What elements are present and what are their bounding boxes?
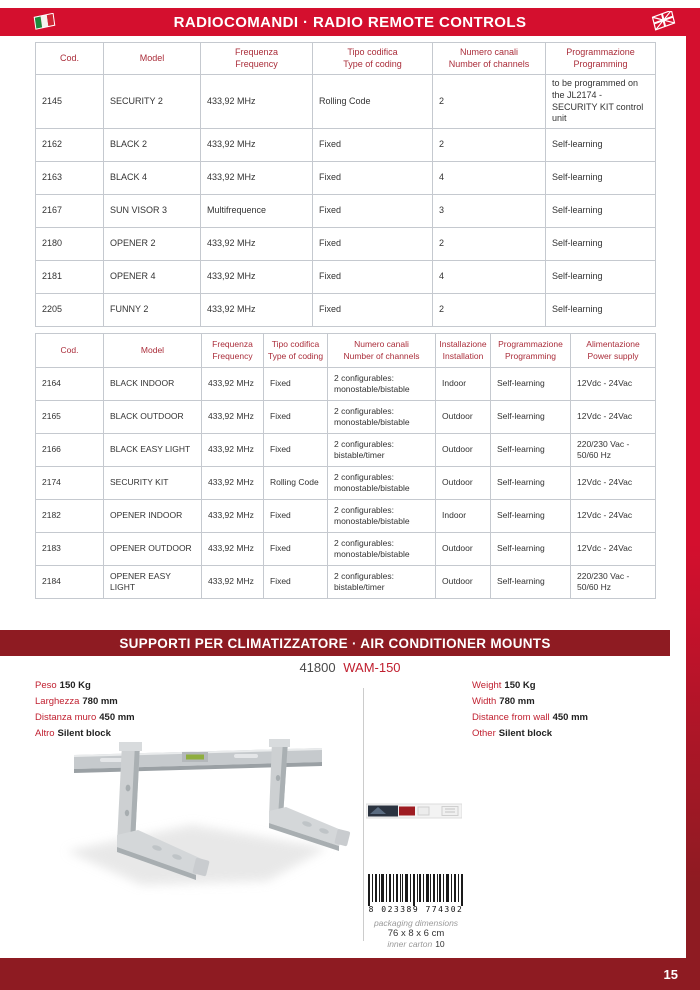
table-cell: 2 configurables: bistable/timer xyxy=(328,434,436,467)
table-cell: OPENER OUTDOOR xyxy=(104,533,202,566)
table-cell: 12Vdc - 24Vac xyxy=(571,368,656,401)
table-cell: 4 xyxy=(433,261,546,294)
table-cell: 2 configurables: monostable/bistable xyxy=(328,500,436,533)
table-cell: Fixed xyxy=(264,533,328,566)
table-row xyxy=(36,368,656,401)
table-cell: Fixed xyxy=(264,566,328,599)
table-cell: 2167 xyxy=(36,195,104,228)
radio-remote-controls-table-2 xyxy=(35,333,656,599)
table-cell: 2182 xyxy=(36,500,104,533)
table-cell: SECURITY 2 xyxy=(104,75,201,129)
table-row xyxy=(36,533,656,566)
table-cell: OPENER 4 xyxy=(104,261,201,294)
table-cell: 433,92 MHz xyxy=(202,401,264,434)
table-cell: 2 configurables: monostable/bistable xyxy=(328,401,436,434)
table-cell: Rolling Code xyxy=(264,467,328,500)
right-edge-strip xyxy=(686,36,700,958)
table-cell: 2 xyxy=(433,228,546,261)
table-cell: Self-learning xyxy=(491,434,571,467)
table-row xyxy=(36,75,656,129)
table-cell: 2180 xyxy=(36,228,104,261)
table-row xyxy=(36,261,656,294)
table-cell: 2 configurables: monostable/bistable xyxy=(328,467,436,500)
section-header-air-conditioner-mounts xyxy=(0,630,670,656)
table-cell: 433,92 MHz xyxy=(201,162,313,195)
table-cell: Fixed xyxy=(264,368,328,401)
spec-peso: Peso 150 Kg xyxy=(35,680,91,691)
column-header: Cod. xyxy=(36,334,104,368)
spec-weight: Weight 150 Kg xyxy=(472,680,536,691)
table-cell: 433,92 MHz xyxy=(202,434,264,467)
table-header-row xyxy=(36,334,656,368)
table-cell: 433,92 MHz xyxy=(202,500,264,533)
barcode-digits: 8 023389 774302 xyxy=(368,905,464,914)
table-row xyxy=(36,401,656,434)
table-cell: 2183 xyxy=(36,533,104,566)
table-row xyxy=(36,500,656,533)
barcode-block xyxy=(360,874,472,949)
table-cell: Self-learning xyxy=(546,162,656,195)
table-cell: Rolling Code xyxy=(313,75,433,129)
table-cell: Self-learning xyxy=(491,533,571,566)
spec-width: Width 780 mm xyxy=(472,696,535,707)
product-code: 41800 xyxy=(299,660,336,675)
table-cell: Indoor xyxy=(436,500,491,533)
table-cell: BLACK EASY LIGHT xyxy=(104,434,202,467)
table-cell: 2205 xyxy=(36,294,104,327)
table-cell: 433,92 MHz xyxy=(202,566,264,599)
table-cell: 220/230 Vac - 50/60 Hz xyxy=(571,434,656,467)
table-cell: Fixed xyxy=(313,162,433,195)
table-cell: FUNNY 2 xyxy=(104,294,201,327)
column-header: Numero canali Number of channels xyxy=(328,334,436,368)
table-cell: 12Vdc - 24Vac xyxy=(571,467,656,500)
barcode-image xyxy=(360,874,472,906)
table-cell: Fixed xyxy=(313,195,433,228)
table-cell: 433,92 MHz xyxy=(202,467,264,500)
column-header: Programmazione Programming xyxy=(546,43,656,75)
table-cell: 2 configurables: monostable/bistable xyxy=(328,533,436,566)
table-cell: Self-learning xyxy=(491,467,571,500)
table-cell: 2 xyxy=(433,75,546,129)
column-header: Alimentazione Power supply xyxy=(571,334,656,368)
table-cell: BLACK 2 xyxy=(104,129,201,162)
table-cell: OPENER INDOOR xyxy=(104,500,202,533)
table-cell: 433,92 MHz xyxy=(202,368,264,401)
table-cell: 2162 xyxy=(36,129,104,162)
spec-other: Other Silent block xyxy=(472,728,553,739)
table-cell: OPENER 2 xyxy=(104,228,201,261)
table-cell: OPENER EASY LIGHT xyxy=(104,566,202,599)
table-cell: Fixed xyxy=(313,129,433,162)
table-cell: Self-learning xyxy=(546,261,656,294)
column-header: Model xyxy=(104,43,201,75)
product-name: WAM-150 xyxy=(343,660,401,675)
column-header: Installazione Installation xyxy=(436,334,491,368)
table-cell: Fixed xyxy=(264,500,328,533)
table-cell: Multifrequence xyxy=(201,195,313,228)
table-cell: Fixed xyxy=(264,401,328,434)
table-cell: Self-learning xyxy=(491,401,571,434)
table-cell: Outdoor xyxy=(436,401,491,434)
table-cell: 220/230 Vac - 50/60 Hz xyxy=(571,566,656,599)
table-cell: Self-learning xyxy=(546,129,656,162)
column-header: Programmazione Programming xyxy=(491,334,571,368)
table-row xyxy=(36,467,656,500)
table-cell: 2 xyxy=(433,129,546,162)
table-cell: Self-learning xyxy=(546,294,656,327)
table-row xyxy=(36,162,656,195)
page-title: RADIOCOMANDI · RADIO REMOTE CONTROLS xyxy=(173,13,527,31)
inner-carton-label: inner carton xyxy=(387,939,433,949)
table-cell: 433,92 MHz xyxy=(201,228,313,261)
packaging-box-photo xyxy=(366,802,462,820)
table-cell: 433,92 MHz xyxy=(201,294,313,327)
section-header-radio-remote-controls xyxy=(0,8,700,36)
table-row xyxy=(36,129,656,162)
table-cell: Outdoor xyxy=(436,533,491,566)
table-cell: 2 xyxy=(433,294,546,327)
column-header: Frequenza Frequency xyxy=(201,43,313,75)
column-header: Frequenza Frequency xyxy=(202,334,264,368)
table-cell: BLACK OUTDOOR xyxy=(104,401,202,434)
table-cell: 3 xyxy=(433,195,546,228)
table-cell: 2145 xyxy=(36,75,104,129)
table-row xyxy=(36,228,656,261)
spec-distance-from-wall: Distance from wall 450 mm xyxy=(472,712,588,723)
spec-list-english xyxy=(472,678,588,742)
table-cell: 4 xyxy=(433,162,546,195)
column-header: Tipo codifica Type of coding xyxy=(264,334,328,368)
table-cell: 12Vdc - 24Vac xyxy=(571,401,656,434)
table-cell: 433,92 MHz xyxy=(201,261,313,294)
radio-remote-controls-table-1 xyxy=(35,42,656,327)
table-cell: 12Vdc - 24Vac xyxy=(571,533,656,566)
table-cell: SUN VISOR 3 xyxy=(104,195,201,228)
page-footer xyxy=(0,958,700,990)
table-cell: 433,92 MHz xyxy=(201,129,313,162)
section-title: SUPPORTI PER CLIMATIZZATORE · AIR CONDITIONER MOUNTS xyxy=(119,635,551,651)
table-cell: 2 configurables: monostable/bistable xyxy=(328,368,436,401)
table-cell: 12Vdc - 24Vac xyxy=(571,500,656,533)
table-row xyxy=(36,566,656,599)
table-cell: 2163 xyxy=(36,162,104,195)
table-cell: 433,92 MHz xyxy=(202,533,264,566)
table-cell: to be programmed on the JL2174 - SECURITY KIT control unit xyxy=(546,75,656,129)
table-cell: Fixed xyxy=(264,434,328,467)
table-cell: Outdoor xyxy=(436,467,491,500)
inner-carton-value: 10 xyxy=(435,939,445,949)
spec-distanza-muro: Distanza muro 450 mm xyxy=(35,712,135,723)
table-cell: 2184 xyxy=(36,566,104,599)
table-row xyxy=(36,434,656,467)
table-row xyxy=(36,294,656,327)
table-cell: 2165 xyxy=(36,401,104,434)
page-number: 15 xyxy=(663,966,678,982)
table-cell: 433,92 MHz xyxy=(201,75,313,129)
table-cell: 2166 xyxy=(36,434,104,467)
table-cell: Self-learning xyxy=(491,566,571,599)
table-header-row xyxy=(36,43,656,75)
table-cell: 2181 xyxy=(36,261,104,294)
table-cell: Outdoor xyxy=(436,434,491,467)
table-cell: Indoor xyxy=(436,368,491,401)
table-cell: Self-learning xyxy=(546,228,656,261)
spec-altro: Altro Silent block xyxy=(35,728,111,739)
packaging-dimensions-value: 76 x 8 x 6 cm xyxy=(387,928,445,939)
table-cell: 2174 xyxy=(36,467,104,500)
table-cell: BLACK 4 xyxy=(104,162,201,195)
table-cell: Fixed xyxy=(313,228,433,261)
table-cell: 2 configurables: bistable/timer xyxy=(328,566,436,599)
table-cell: Self-learning xyxy=(491,500,571,533)
inner-carton-line xyxy=(360,939,472,949)
uk-flag-icon xyxy=(650,11,678,33)
column-header: Cod. xyxy=(36,43,104,75)
column-header: Tipo codifica Type of coding xyxy=(313,43,433,75)
table-cell: Fixed xyxy=(313,261,433,294)
wall-mount-bracket-photo xyxy=(22,733,358,895)
table-cell: Fixed xyxy=(313,294,433,327)
table-cell: Self-learning xyxy=(546,195,656,228)
table-cell: 2164 xyxy=(36,368,104,401)
table-row xyxy=(36,195,656,228)
table-cell: Outdoor xyxy=(436,566,491,599)
table-cell: BLACK INDOOR xyxy=(104,368,202,401)
column-header: Model xyxy=(104,334,202,368)
table-cell: SECURITY KIT xyxy=(104,467,202,500)
table-cell: Self-learning xyxy=(491,368,571,401)
packaging-dimensions-label: packaging dimensions xyxy=(373,918,459,928)
spec-larghezza: Larghezza 780 mm xyxy=(35,696,118,707)
column-header: Numero canali Number of channels xyxy=(433,43,546,75)
italy-flag-icon xyxy=(33,13,57,31)
product-title xyxy=(0,660,700,675)
